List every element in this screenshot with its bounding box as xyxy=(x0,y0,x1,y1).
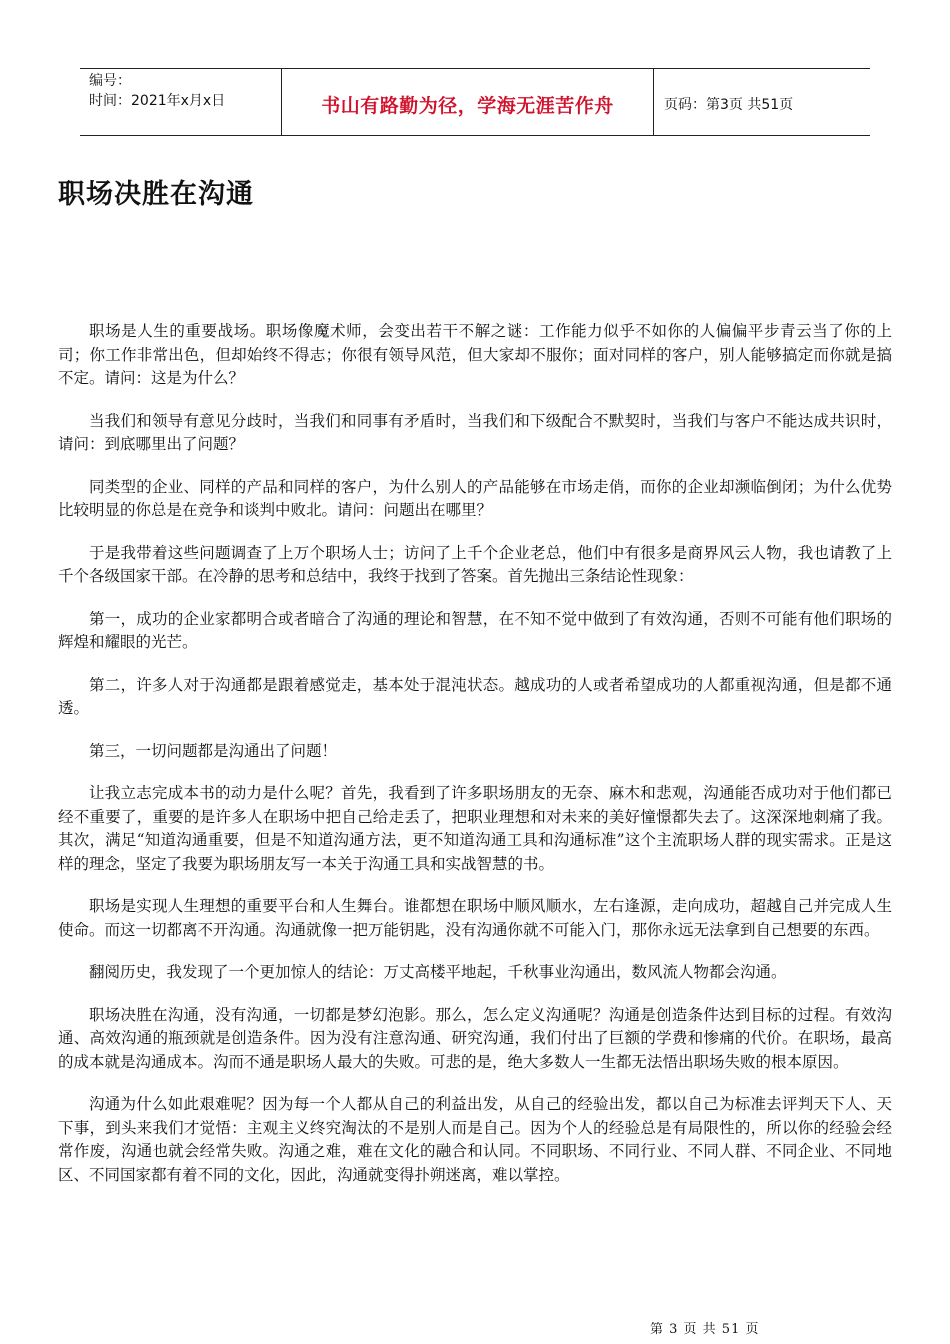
paragraph: 翻阅历史，我发现了一个更加惊人的结论：万丈高楼平地起，千秋事业沟通出，数风流人物都会沟通。 xyxy=(89,963,787,981)
paragraph: 让我立志完成本书的动力是什么呢？首先，我看到了许多职场朋友的无奈、麻木和悲观，沟通能否成功对于他们都已经不重要了，重要的是许多人在职场中把自己给走丢了，把职业理想和对未来的美好憧憬都失去了。这深深地刺痛了我。其次，满足“知道沟通重要，但是不知道沟通方法，更不知道沟通工具和沟通标准”这个主流职场人群的现实需求。正是这样的理念，坚定了我要为职场朋友写一本关于沟通工具和实战智慧的书。 xyxy=(58,784,892,873)
document-header xyxy=(80,68,870,136)
number-label: 编号： xyxy=(89,73,131,89)
document-body xyxy=(58,320,892,1206)
paragraph: 于是我带着这些问题调查了上万个职场人士；访问了上千个企业老总，他们中有很多是商界风云人物，我也请教了上千个各级国家干部。在冷静的思考和总结中，我终于找到了答案。首先抛出三条结论性现象： xyxy=(58,543,892,585)
paragraph: 职场决胜在沟通，没有沟通，一切都是梦幻泡影。那么，怎么定义沟通呢？沟通是创造条件达到目标的过程。有效沟通、高效沟通的瓶颈就是创造条件。因为没有注意沟通、研究沟通，我们付出了巨额的学费和惨痛的代价。在职场，最高的成本就是沟通成本。沟而不通是职场人最大的失败。可悲的是，绝大多数人一生都无法悟出职场失败的根本原因。 xyxy=(58,1005,892,1071)
motto-text: 书山有路勤为径，学海无涯苦作舟 xyxy=(321,94,614,117)
page-footer: 第 3 页 共 51 页 xyxy=(650,1322,760,1337)
header-page-cell xyxy=(654,69,870,135)
header-motto-cell xyxy=(282,69,654,135)
paragraph: 第一，成功的企业家都明合或者暗合了沟通的理论和智慧，在不知不觉中做到了有效沟通，否则不可能有他们职场的辉煌和耀眼的光芒。 xyxy=(58,609,892,651)
page-info: 页码：第3页 共51页 xyxy=(664,97,794,113)
paragraph: 同类型的企业、同样的产品和同样的客户，为什么别人的产品能够在市场走俏，而你的企业却濒临倒闭；为什么优势比较明显的你总是在竞争和谈判中败北。请问：问题出在哪里？ xyxy=(58,477,892,519)
paragraph: 第三，一切问题都是沟通出了问题！ xyxy=(89,741,338,760)
paragraph: 职场是实现人生理想的重要平台和人生舞台。谁都想在职场中顺风顺水，左右逢源，走向成功，超越自己并完成人生使命。而这一切都离不开沟通。沟通就像一把万能钥匙，没有沟通你就不可能入门，那你永远无法拿到自己想要的东西。 xyxy=(58,897,892,939)
paragraph: 沟通为什么如此艰难呢？因为每一个人都从自己的利益出发，从自己的经验出发，都以自己为标准去评判天下人、天下事，到头来我们才觉悟：主观主义终究淘汰的不是别人而是自己。因为个人的经验总是有局限性的，所以你的经验会经常作废，沟通也就会经常失败。沟通之难，难在文化的融合和认同。不同职场、不同行业、不同人群、不同企业、不同地区、不同国家都有着不同的文化，因此，沟通就变得扑朔迷离，难以掌控。 xyxy=(58,1095,892,1184)
paragraph: 职场是人生的重要战场。职场像魔术师，会变出若干不解之谜：工作能力似乎不如你的人偏偏平步青云当了你的上司；你工作非常出色，但却始终不得志；你很有领导风范，但大家却不服你；面对同样的客户，别人能够搞定而你就是搞不定。请问：这是为什么？ xyxy=(58,322,892,387)
header-meta-cell xyxy=(80,69,282,135)
paragraph: 当我们和领导有意见分歧时，当我们和同事有矛盾时，当我们和下级配合不默契时，当我们与客户不能达成共识时，请问：到底哪里出了问题？ xyxy=(58,411,892,453)
paragraph: 第二，许多人对于沟通都是跟着感觉走，基本处于混沌状态。越成功的人或者希望成功的人都重视沟通，但是都不通透。 xyxy=(58,675,892,717)
date-label: 时间：2021年x月x日 xyxy=(89,93,226,109)
document-title: 职场决胜在沟通 xyxy=(58,179,254,210)
